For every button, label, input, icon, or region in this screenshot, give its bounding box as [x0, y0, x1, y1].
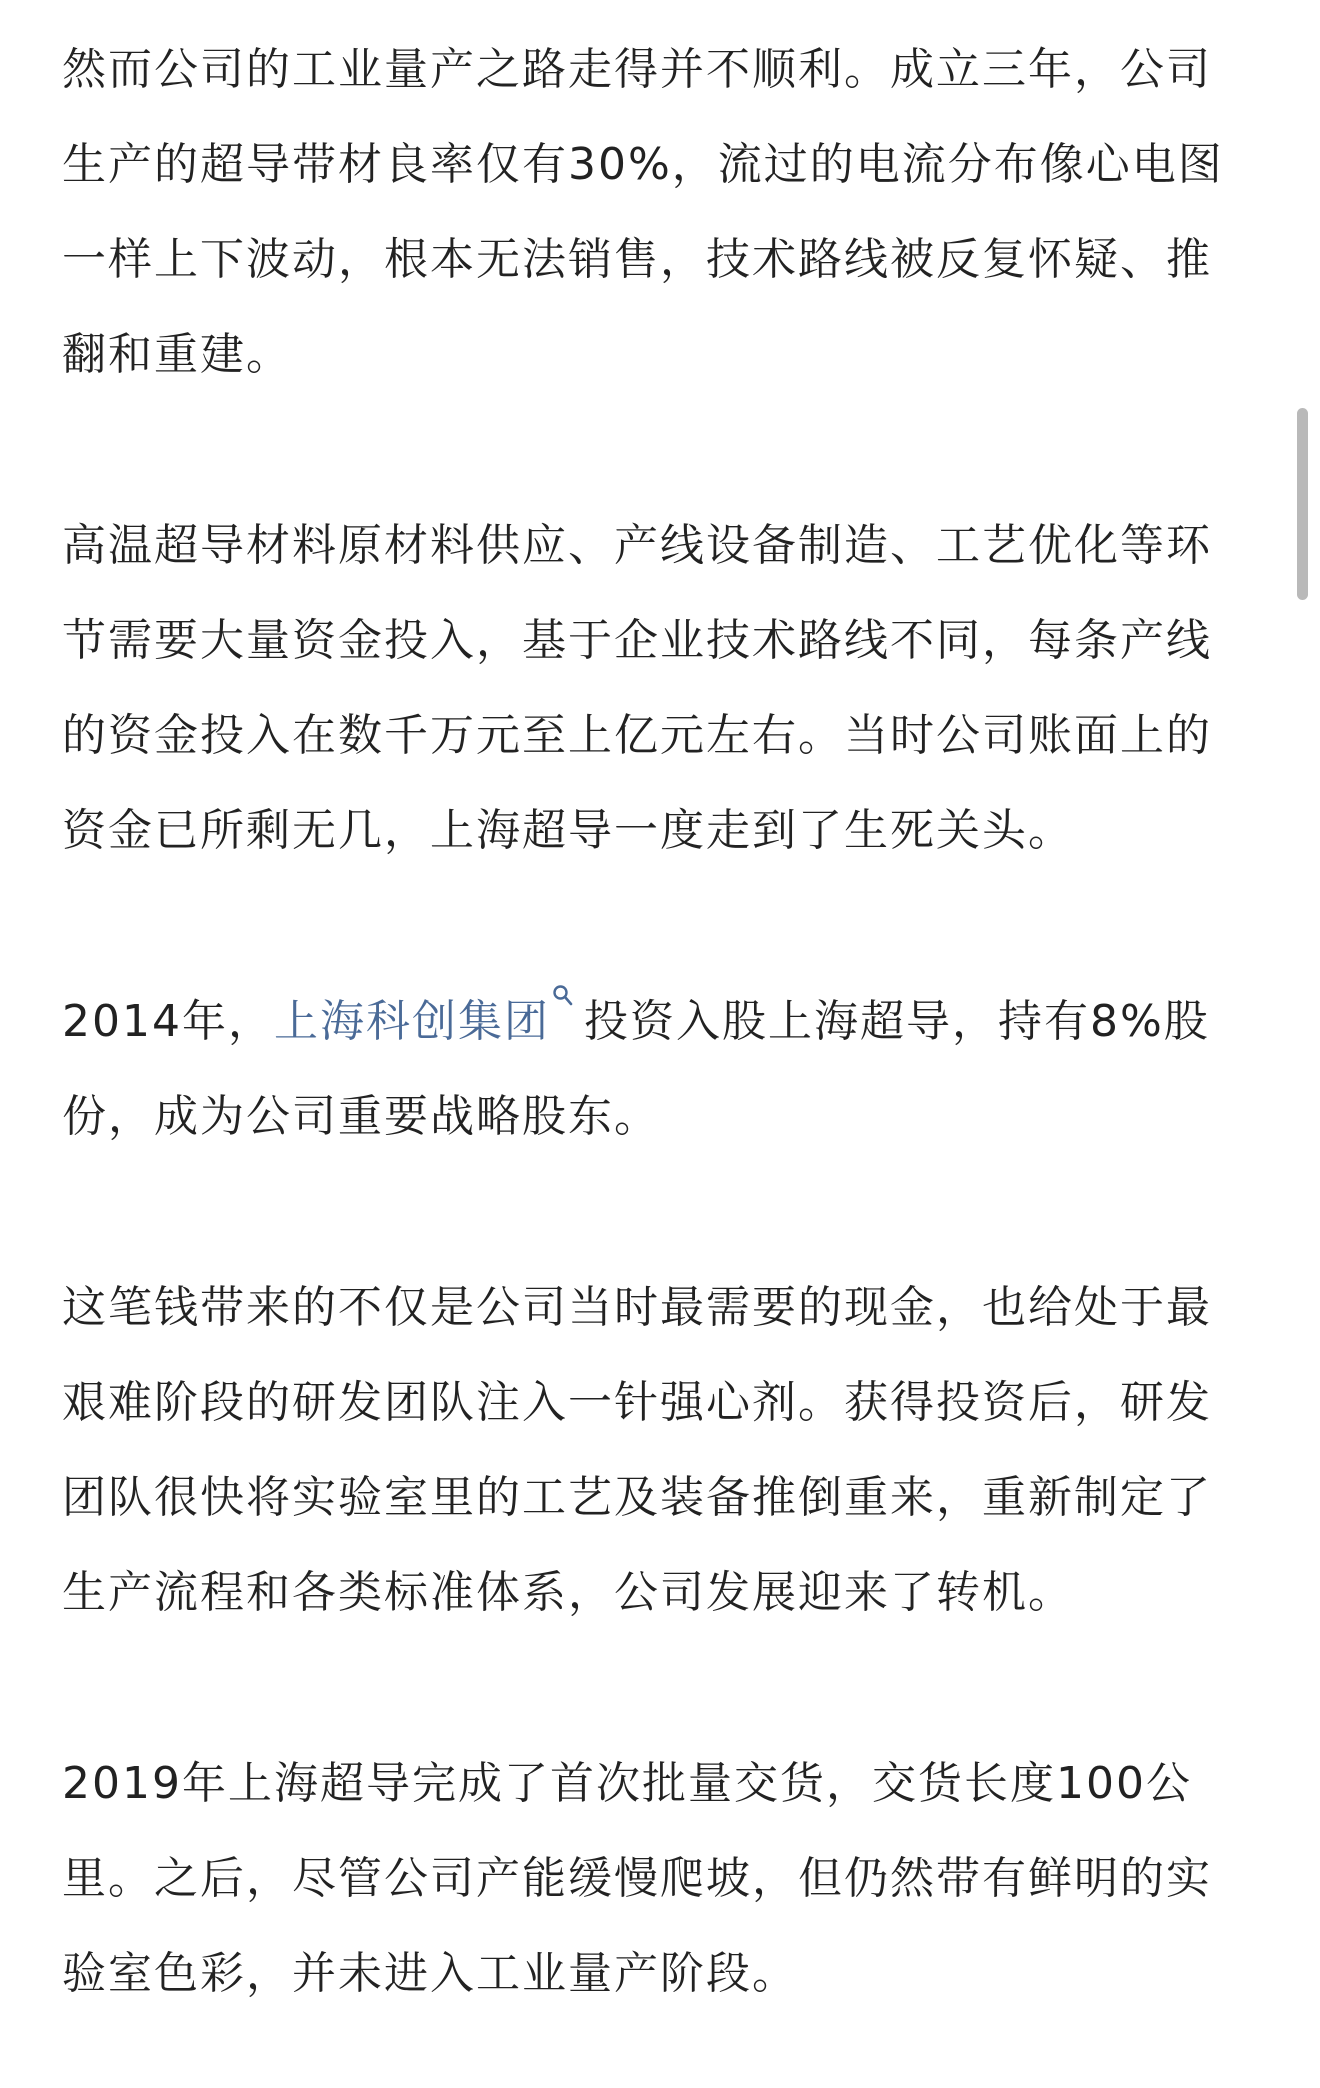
paragraph-4: 这笔钱带来的不仅是公司当时最需要的现金，也给处于最艰难阶段的研发团队注入一针强心剂。获得投资后，研发团队很快将实验室里的工艺及装备推倒重来，重新制定了生产流程和各类标准体系，公司发展迎来了转机。	[62, 1282, 1212, 1618]
paragraph-3	[62, 974, 1254, 1164]
paragraph-2: 高温超导材料原材料供应、产线设备制造、工艺优化等环节需要大量资金投入，基于企业技术路线不同，每条产线的资金投入在数千万元至上亿元左右。当时公司账面上的资金已所剩无几，上海超导一度走到了生死关头。	[62, 520, 1212, 856]
paragraph-3-tail: 投资入股上海超导，持有8%股份，成为公司重要战略股东。	[62, 996, 1210, 1142]
article-body	[62, 22, 1254, 2021]
paragraph-5: 2019年上海超导完成了首次批量交货，交货长度100公里。之后，尽管公司产能缓慢爬坡，但仍然带有鲜明的实验室色彩，并未进入工业量产阶段。	[62, 1758, 1212, 1999]
company-link[interactable]: 上海科创集团	[273, 996, 550, 1047]
search-icon[interactable]	[550, 974, 580, 1018]
paragraph-1: 然而公司的工业量产之路走得并不顺利。成立三年，公司生产的超导带材良率仅有30%，流过的电流分布像心电图一样上下波动，根本无法销售，技术路线被反复怀疑、推翻和重建。	[62, 44, 1224, 380]
scrollbar-thumb[interactable]	[1297, 408, 1308, 600]
paragraph-3-lead: 2014年，	[62, 996, 274, 1047]
